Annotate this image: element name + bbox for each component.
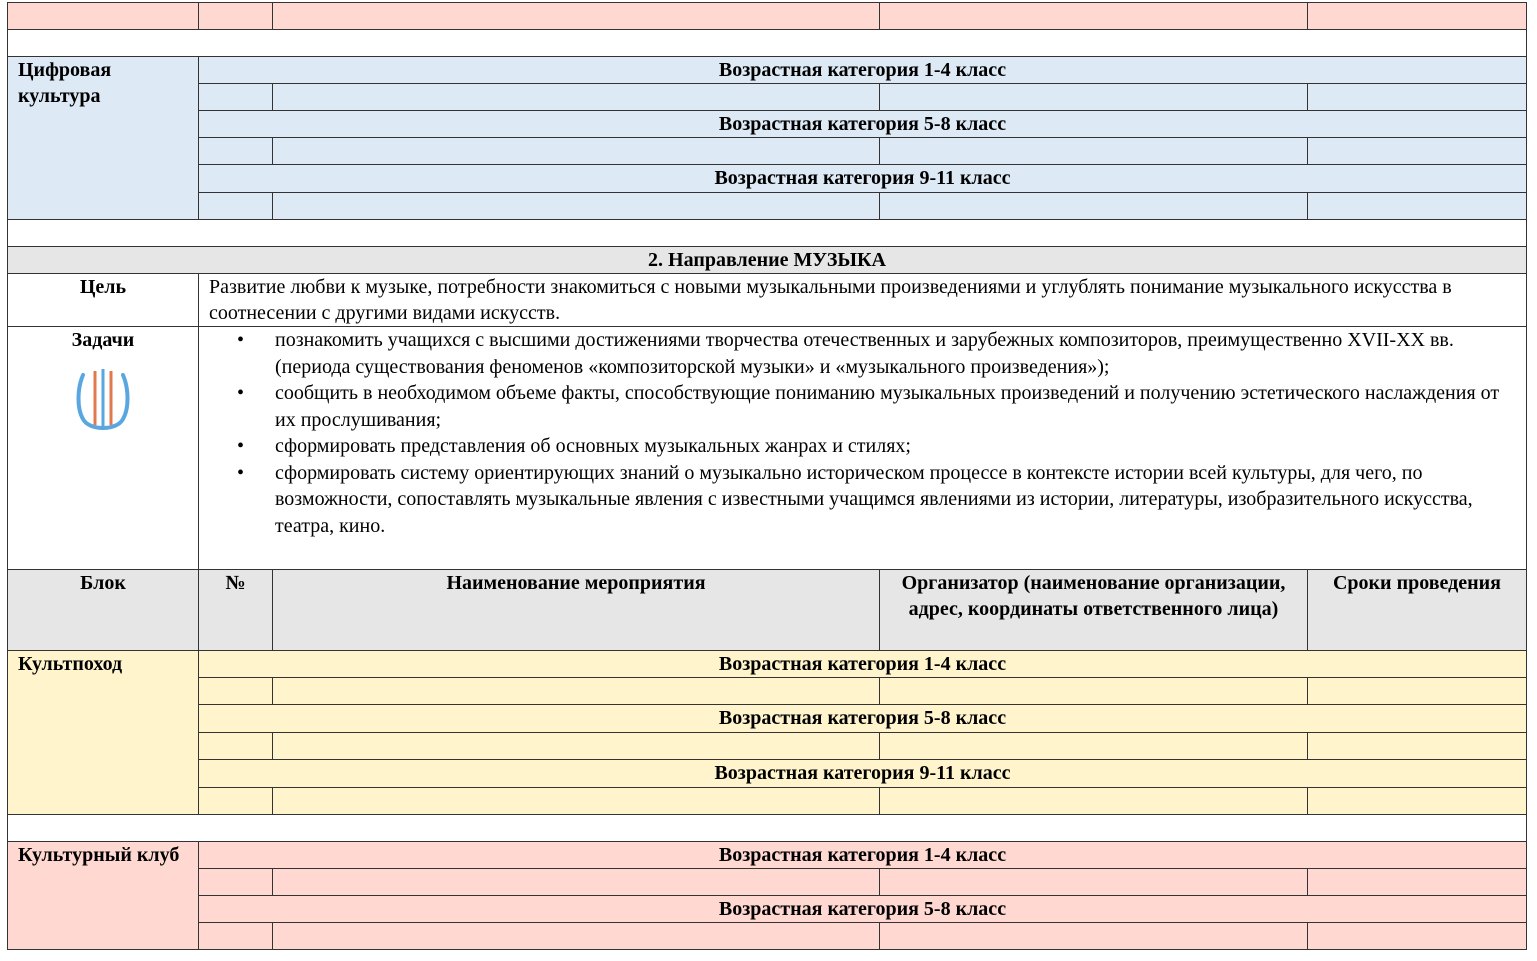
organizer-cell[interactable] — [880, 869, 1308, 896]
table-header-row — [8, 570, 1527, 651]
table-row — [8, 842, 1527, 869]
dates-cell[interactable] — [1308, 84, 1527, 111]
spacer-cell — [8, 220, 1527, 247]
block-name-digital-culture: Цифровая культура — [8, 57, 199, 220]
section-title: 2. Направление МУЗЫКА — [8, 247, 1527, 274]
event-name-cell[interactable] — [273, 84, 880, 111]
spacer-row — [8, 30, 1527, 57]
empty-cell[interactable] — [1308, 3, 1527, 30]
table-row — [8, 896, 1527, 923]
table-row — [8, 733, 1527, 760]
age-category-5-8: Возрастная категория 5-8 класс — [199, 705, 1527, 733]
list-item: • сформировать систему ориентирующих знаний о музыкально историческом процессе в контексте истории всей культуры, для чего, по возможности, сопоставлять музыкальные явления с известными учащимся явлениями из истории, литературы, изобразительного искусства, театра, кино. — [275, 460, 1516, 540]
organizer-cell[interactable] — [880, 84, 1308, 111]
age-category-1-4: Возрастная категория 1-4 класс — [199, 57, 1527, 84]
tasks-list — [199, 327, 1516, 539]
organizer-cell[interactable] — [880, 678, 1308, 705]
table-row — [8, 705, 1527, 733]
number-cell[interactable] — [199, 193, 273, 220]
table-row — [8, 760, 1527, 788]
header-event-name: Наименование мероприятия — [273, 570, 880, 651]
dates-cell[interactable] — [1308, 138, 1527, 165]
tasks-row — [8, 327, 1527, 570]
tasks-label: Задачи — [71, 329, 135, 351]
table-row — [8, 111, 1527, 138]
table-row — [8, 165, 1527, 193]
number-cell[interactable] — [199, 678, 273, 705]
dates-cell[interactable] — [1308, 733, 1527, 760]
number-cell[interactable] — [199, 923, 273, 950]
list-item: • сообщить в необходимом объеме факты, способствующие пониманию музыкальных произведений и получению эстетического наслаждения от их прослушивания; — [275, 380, 1516, 433]
table-row — [8, 788, 1527, 815]
goal-label: Цель — [8, 274, 199, 327]
empty-cell[interactable] — [199, 3, 273, 30]
empty-cell[interactable] — [273, 3, 880, 30]
header-dates: Сроки проведения — [1308, 570, 1527, 651]
event-name-cell[interactable] — [273, 138, 880, 165]
dates-cell[interactable] — [1308, 869, 1527, 896]
organizer-cell[interactable] — [880, 138, 1308, 165]
organizer-cell[interactable] — [880, 923, 1308, 950]
dates-cell[interactable] — [1308, 923, 1527, 950]
age-category-9-11: Возрастная категория 9-11 класс — [199, 165, 1527, 193]
number-cell[interactable] — [199, 869, 273, 896]
event-name-cell[interactable] — [273, 923, 880, 950]
spacer-row — [8, 815, 1527, 842]
header-organizer: Организатор (наименование организации, адрес, координаты ответственного лица) — [880, 570, 1308, 651]
goal-row — [8, 274, 1527, 327]
empty-cell[interactable] — [8, 3, 199, 30]
table-row — [8, 678, 1527, 705]
number-cell[interactable] — [199, 733, 273, 760]
organizer-cell[interactable] — [880, 193, 1308, 220]
event-name-cell[interactable] — [273, 733, 880, 760]
dates-cell[interactable] — [1308, 678, 1527, 705]
table-row — [8, 84, 1527, 111]
spacer-cell — [8, 815, 1527, 842]
tasks-label-cell — [8, 327, 199, 570]
goal-text: Развитие любви к музыке, потребности знакомиться с новыми музыкальными произведениями и углублять понимание музыкального искусства в соотнесении с другими видами искусств. — [199, 274, 1527, 327]
organizer-cell[interactable] — [880, 733, 1308, 760]
age-category-9-11: Возрастная категория 9-11 класс — [199, 760, 1527, 788]
empty-cell[interactable] — [880, 3, 1308, 30]
header-number: № — [199, 570, 273, 651]
table-row — [8, 651, 1527, 678]
table-row — [8, 3, 1527, 30]
event-name-cell[interactable] — [273, 788, 880, 815]
spacer-row — [8, 220, 1527, 247]
table-row — [8, 923, 1527, 950]
dates-cell[interactable] — [1308, 788, 1527, 815]
number-cell[interactable] — [199, 788, 273, 815]
table-row — [8, 57, 1527, 84]
organizer-cell[interactable] — [880, 788, 1308, 815]
list-item: • познакомить учащихся с высшими достижениями творчества отечественных и зарубежных композиторов, преимущественно XVII-XX вв. (периода существования феноменов «композиторской музыки» и «музыкального произведения»); — [275, 327, 1516, 380]
lyre-icon — [75, 367, 131, 437]
tasks-cell — [199, 327, 1527, 570]
number-cell[interactable] — [199, 138, 273, 165]
table-row — [8, 138, 1527, 165]
document-table — [7, 2, 1527, 950]
number-cell[interactable] — [199, 84, 273, 111]
list-item: • сформировать представления об основных музыкальных жанрах и стилях; — [275, 433, 1516, 460]
header-block: Блок — [8, 570, 199, 651]
age-category-1-4: Возрастная категория 1-4 класс — [199, 651, 1527, 678]
table-row — [8, 193, 1527, 220]
event-name-cell[interactable] — [273, 678, 880, 705]
age-category-1-4: Возрастная категория 1-4 класс — [199, 842, 1527, 869]
event-name-cell[interactable] — [273, 869, 880, 896]
dates-cell[interactable] — [1308, 193, 1527, 220]
event-name-cell[interactable] — [273, 193, 880, 220]
table-row — [8, 247, 1527, 274]
age-category-5-8: Возрастная категория 5-8 класс — [199, 111, 1527, 138]
table-row — [8, 869, 1527, 896]
block-name-culture-club: Культурный клуб — [8, 842, 199, 950]
block-name-kultpohod: Культпоход — [8, 651, 199, 815]
spacer-cell — [8, 30, 1527, 57]
age-category-5-8: Возрастная категория 5-8 класс — [199, 896, 1527, 923]
